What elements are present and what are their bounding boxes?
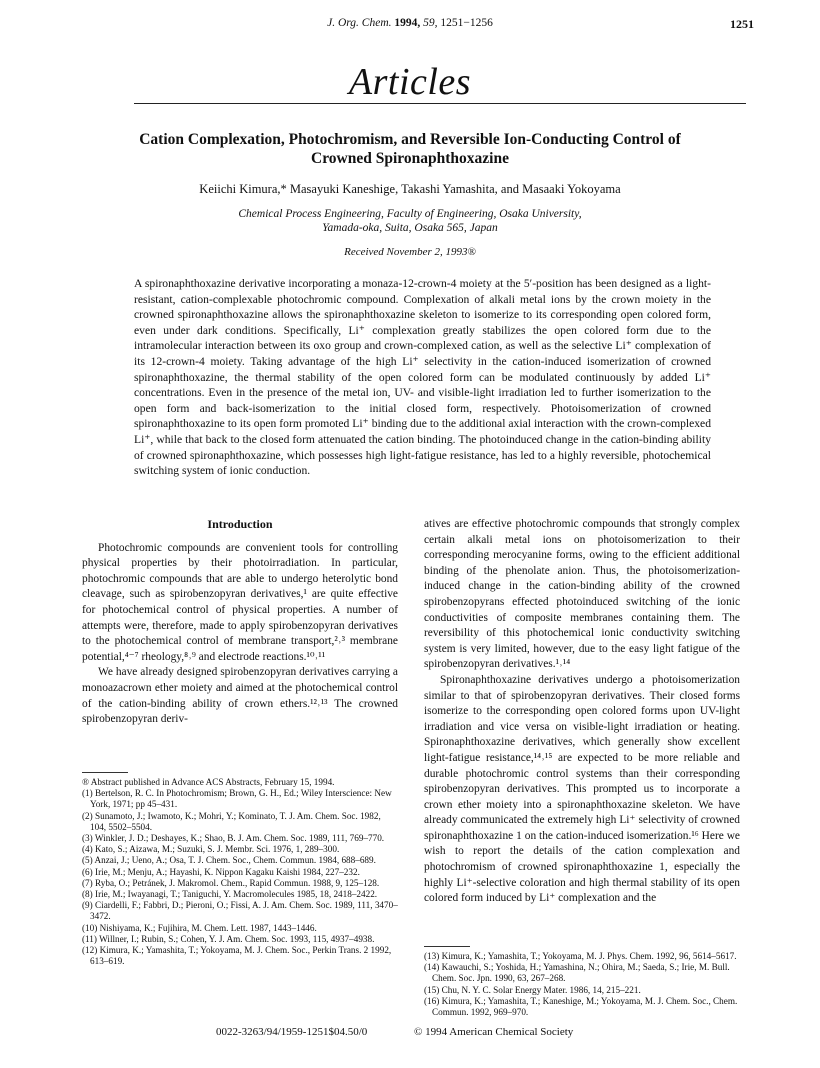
article-title: Cation Complexation, Photochromism, and Reversible Ion-Conducting Control of Crowned Spironaphthoxazine: [139, 131, 681, 167]
intro-paragraph-3: atives are effective photochromic compounds that strongly complex certain alkali metal ions on photoisomerization to their corresponding merocyanine forms, owing to the efficient additional binding of the phenolate anion. Thus, the photoisomerization-induced change in the cation-binding ability of the crowned spirobenzopyrans effected photoinduced switching of the ionic conductivities of composite membranes containing them. The reversibility of this photochemical ionic conductivity switching system is very limited, however, due to the easy light fatigue of the spirobenzopyran derivatives.¹˒¹⁴: [424, 518, 740, 671]
footnote-divider: [82, 772, 128, 773]
journal-citation: [0, 17, 820, 29]
footnote: (8) Irie, M.; Iwayanagi, T.; Taniguchi, Y. Macromolecules 1985, 18, 2418–2422.: [82, 889, 378, 900]
footnote: (16) Kimura, K.; Yamashita, T.; Kaneshige, M.; Yokoyama, M. J. Chem. Soc., Chem. Commun. 1992, 969–970.: [424, 995, 738, 1018]
page-number: 1251: [730, 17, 754, 31]
intro-paragraph-1: Photochromic compounds are convenient tools for controlling physical properties by their photoirradiation. In particular, photochromic compounds that are able to undergo heterolytic bond cleavage, such as spirobenzopyran derivatives,¹ are quite effective for photochemical control of physical properties. A number of attempts were, therefore, made to apply spirobenzopyran derivatives to the photochemical control of membrane transport,²˒³ membrane potential,⁴⁻⁷ rheology,⁸˒⁹ and electrode reactions.¹⁰˒¹¹: [82, 541, 398, 663]
received-date: Received November 2, 1993®: [344, 246, 476, 258]
author-list: Keiichi Kimura,* Masayuki Kaneshige, Takashi Yamashita, and Masaaki Yokoyama: [199, 182, 621, 196]
footnote: (10) Nishiyama, K.; Fujihira, M. Chem. Lett. 1987, 1443–1446.: [82, 922, 317, 933]
footnote: (3) Winkler, J. D.; Deshayes, K.; Shao, B. J. Am. Chem. Soc. 1989, 111, 769–770.: [82, 833, 385, 844]
section-heading: Articles: [348, 61, 472, 103]
running-head: [0, 17, 820, 35]
footnotes-right: [424, 946, 740, 1018]
journal-year: 1994,: [394, 17, 421, 29]
footnote: (14) Kawauchi, S.; Yoshida, H.; Yamashina, N.; Ohira, M.; Saeda, S.; Irie, M. Bull. Chem. Soc. Jpn. 1990, 63, 267–268.: [424, 962, 730, 984]
footnote: (13) Kimura, K.; Yamashita, T.; Yokoyama, M. J. Phys. Chem. 1992, 96, 5614–5617.: [424, 951, 737, 961]
affiliation: [150, 207, 670, 235]
journal-volume: 59,: [423, 17, 438, 29]
copyright-notice: © 1994 American Chemical Society: [414, 1026, 574, 1038]
footnote: ® Abstract published in Advance ACS Abstracts, February 15, 1994.: [82, 777, 335, 787]
footnote: (6) Irie, M.; Menju, A.; Hayashi, K. Nippon Kagaku Kaishi 1984, 227–232.: [82, 866, 360, 877]
journal-pages: 1251−1256: [440, 17, 493, 29]
abstract: A spironaphthoxazine derivative incorporating a monaza-12-crown-4 moiety at the 5′-position has been designed as a light-resistant, cation-complexable photochromic compound. Complexation of alkali metal ions by the crown moiety in the crowned spironaphthoxazine allows the spironaphthoxazine skeleton to isomerize to its corresponding open colored form, even under dark conditions. Specifically, Li⁺ complexation greatly stabilizes the open colored form due to the intramolecular interaction between its oxo group and crown-complexed cation, as well as the selective Li⁺ complexation of its 12-crown-4 moiety. Taking advantage of the high Li⁺ selectivity in the cation-induced isomerization of crowned spironaphthoxazine, the thermal stability of the open colored form can be modulated continuously by added Li⁺ concentrations. Even in the presence of the metal ion, UV- and visible-light irradiation led to further isomerization to the open form and back-isomerization to the initial closed form, respectively. Photoisomerization of crowned spironaphthoxazine to its open form promoted Li⁺ binding due to the additional axial interaction with the crown-complexed Li⁺, while that back to the closed form attenuated the cation binding. The photoinduced change in the cation-binding ability of crowned spironaphthoxazine, which possesses high light-fatigue resistance, has led to a highly reversible, photochemical switching system of ionic conduction.: [134, 277, 711, 478]
footnote: (1) Bertelson, R. C. In Photochromism; Brown, G. H., Ed.; Wiley Interscience: New York, 1971; pp 45–431.: [82, 788, 392, 810]
footnote: (12) Kimura, K.; Yamashita, T.; Yokoyama, M. J. Chem. Soc., Perkin Trans. 2 1992, 613–619.: [82, 945, 392, 967]
journal-name: J. Org. Chem.: [327, 17, 392, 29]
footnote: (7) Ryba, O.; Petránek, J. Makromol. Chem., Rapid Commun. 1988, 9, 125–128.: [82, 877, 380, 888]
footnote: (11) Willner, I.; Rubin, S.; Cohen, Y. J. Am. Chem. Soc. 1993, 115, 4937–4938.: [82, 933, 375, 944]
right-column: [424, 517, 740, 907]
footnote-divider: [424, 946, 470, 947]
intro-paragraph-4: Spironaphthoxazine derivatives undergo a photoisomerization similar to that of spirobenzopyran derivatives. Their closed forms isomerize to the corresponding open colored forms upon UV-light irradiation and vice versa on visible-light irradiation or heating. Spironaphthoxazine derivatives, which generally show excellent light-fatigue resistance,¹⁴˒¹⁵ are expected to be more reliable and durable photochromic control systems than their corresponding spirobenzopyran derivatives. This prompted us to incorporate a crown ether moiety into a spironaphthoxazine skeleton. We have already communicated the extremely high Li⁺ selectivity of crowned spironaphthoxazine 1 on the cation-induced isomerization.¹⁶ Here we wish to report the details of the cation complexation and photochromism of crowned spironaphthoxazine 1, especially the highly Li⁺-selective coloration and high thermal stability of its open colored form induced by Li⁺ complexation and the: [424, 673, 740, 905]
footnote: (9) Ciardelli, F.; Fabbri, D.; Pieroni, O.; Fissi, A. J. Am. Chem. Soc. 1989, 111, 3470–3472.: [82, 900, 398, 922]
affiliation-line-2: Yamada-oka, Suita, Osaka 565, Japan: [322, 222, 498, 234]
header-divider: [134, 103, 746, 104]
footnotes-left: [82, 772, 398, 967]
article-code: 0022-3263/94/1959-1251$04.50/0: [216, 1026, 368, 1038]
affiliation-line-1: Chemical Process Engineering, Faculty of Engineering, Osaka University,: [238, 208, 582, 220]
left-column: [82, 517, 398, 728]
footnote: (5) Anzai, J.; Ueno, A.; Osa, T. J. Chem. Soc., Chem. Commun. 1984, 688–689.: [82, 855, 376, 866]
footnote: (4) Kato, S.; Aizawa, M.; Suzuki, S. J. Membr. Sci. 1976, 1, 289–300.: [82, 844, 340, 855]
footnote: (2) Sunamoto, J.; Iwamoto, K.; Mohri, Y.; Kominato, T. J. Am. Chem. Soc. 1982, 104, 5502–5504.: [82, 810, 381, 832]
intro-paragraph-2: We have already designed spirobenzopyran derivatives carrying a monoazacrown ether moiety and aimed at the photochemical control of the cation-binding ability of crown ethers.¹²˒¹³ The crowned spirobenzopyran deriv-: [82, 666, 398, 726]
introduction-heading: Introduction: [207, 517, 273, 531]
footnote: (15) Chu, N. Y. C. Solar Energy Mater. 1986, 14, 215–221.: [424, 984, 641, 995]
